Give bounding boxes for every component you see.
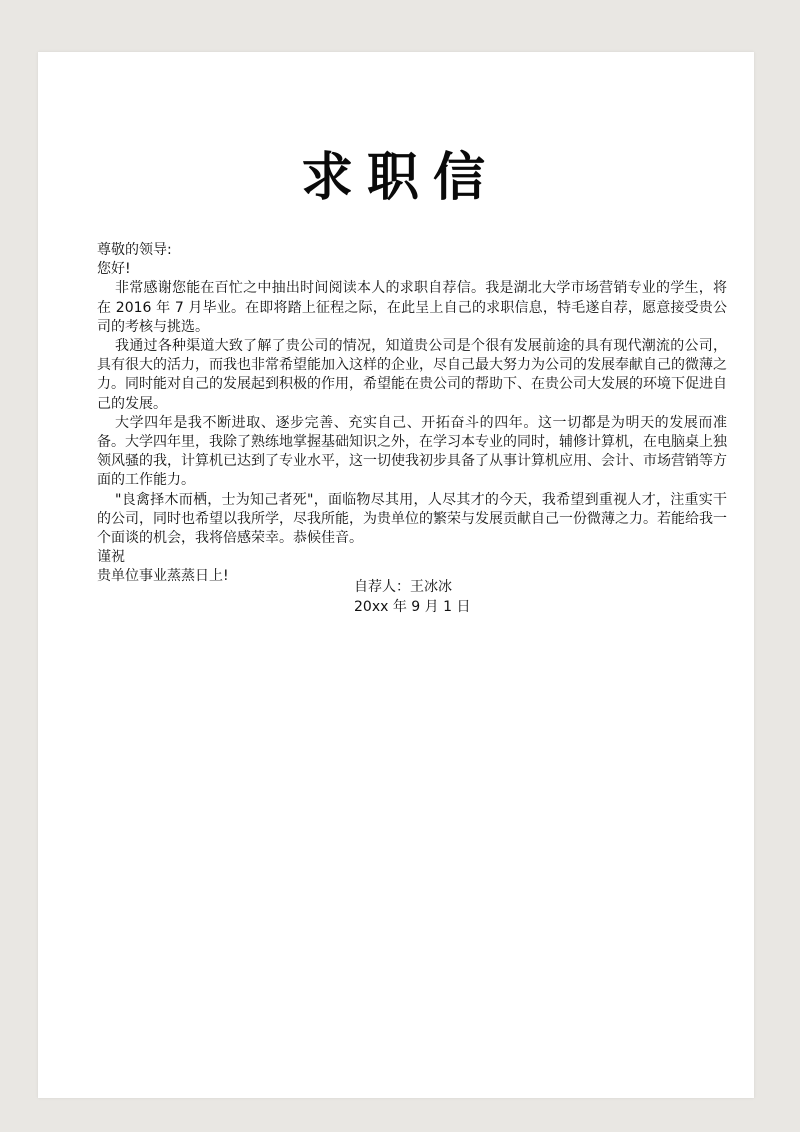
greeting: 您好!	[97, 261, 131, 278]
page-title: 求职信	[300, 148, 499, 208]
closing-wish: 谨祝	[97, 549, 125, 566]
letter-date: 20xx 年 9 月 1 日	[354, 598, 471, 615]
body-paragraph: "良禽择木而栖，士为知己者死"，面临物尽其用，人尽其才的今天，我希望到重视人才，注重实干的公司，同时也希望以我所学，尽我所能，为贵单位的繁荣与发展贡献自己一份微薄之力。若能给我一个面谈的机会，我将倍感荣幸。恭候佳音。	[97, 491, 727, 547]
signature-block	[354, 578, 470, 617]
salutation: 尊敬的领导:	[97, 242, 172, 258]
body-paragraph: 我通过各种渠道大致了解了贵公司的情况，知道贵公司是个很有发展前途的具有现代潮流的公司，具有很大的活力，而我也非常希望能加入这样的企业，尽自己最大努力为公司的发展奉献自己的微薄之力。同时能对自己的发展起到积极的作用，希望能在贵公司的帮助下、在贵公司大发展的环境下促进自己的发展。	[97, 338, 727, 412]
letter-body	[97, 241, 727, 587]
body-paragraph: 大学四年是我不断进取、逐步完善、充实自己、开拓奋斗的四年。这一切都是为明天的发展而准备。大学四年里，我除了熟练地掌握基础知识之外，在学习本专业的同时，辅修计算机，在电脑桌上独领风骚的我，计算机已达到了专业水平，这一切使我初步具备了从事计算机应用、会计、市场营销等方面的工作能力。	[97, 414, 727, 489]
body-paragraph: 非常感谢您能在百忙之中抽出时间阅读本人的求职自荐信。我是湖北大学市场营销专业的学生，将在 2016 年 7 月毕业。在即将踏上征程之际，在此呈上自己的求职信息，特毛遂自荐，愿意接受贵公司的考核与挑选。	[97, 280, 727, 335]
closing-blessing: 贵单位事业蒸蒸日上!	[97, 568, 229, 585]
signature: 自荐人：王冰冰	[354, 579, 452, 595]
